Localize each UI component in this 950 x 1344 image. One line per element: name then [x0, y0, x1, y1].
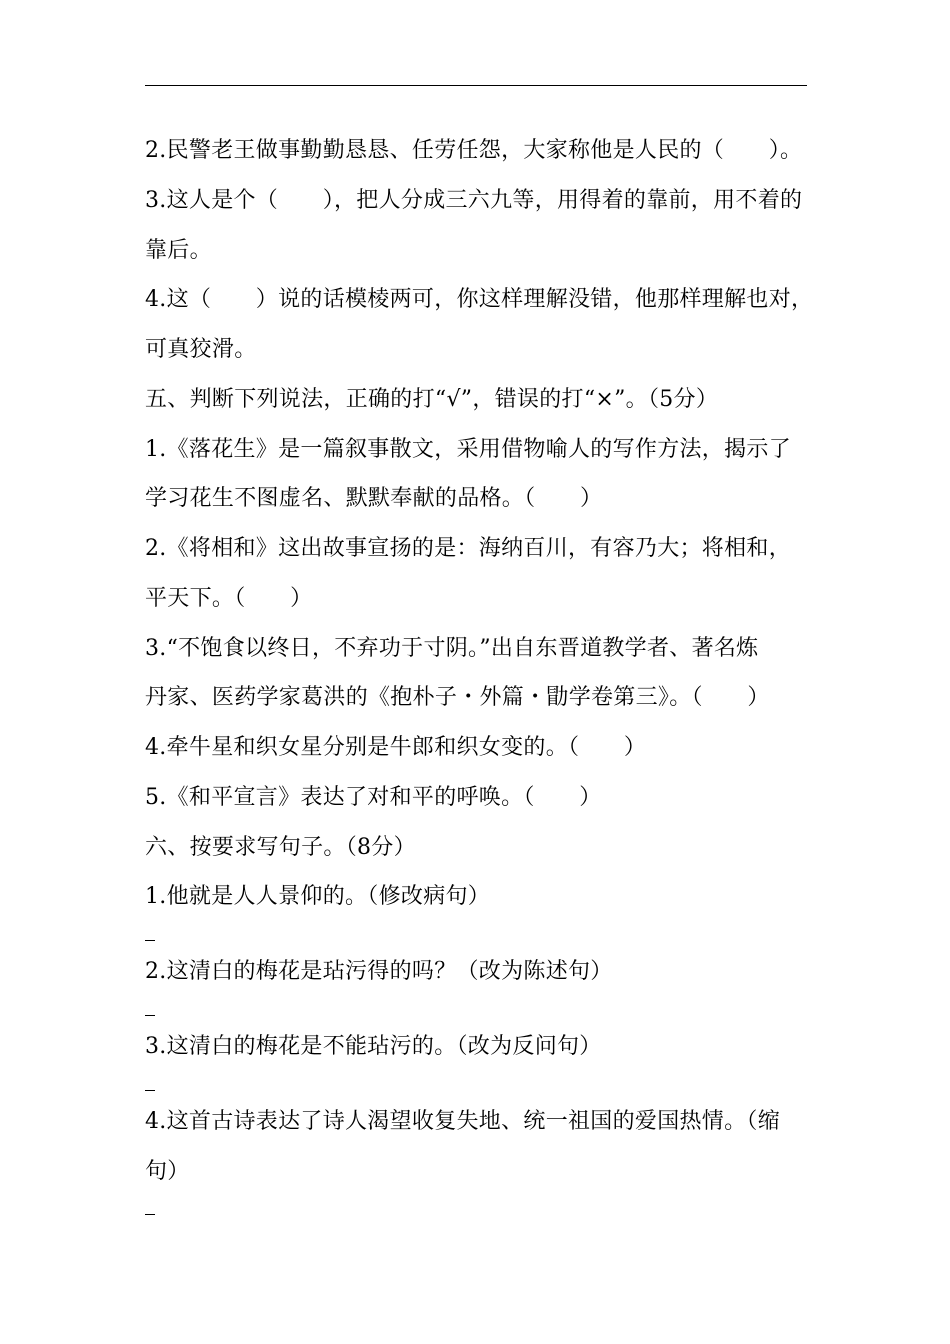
question-4-3-line2: 靠后。 [145, 238, 212, 263]
question-5-1-line2: 学习花生不图虚名、默默奉献的品格。（ ） [145, 486, 603, 511]
question-5-1-line1: 1.《落花生》是一篇叙事散文，采用借物喻人的写作方法，揭示了 [145, 437, 791, 462]
header-rule [145, 85, 807, 86]
question-6-4-line2: 句） [145, 1159, 190, 1184]
answer-line-6-1 [145, 940, 155, 941]
question-4-2: 2.民警老王做事勤勤恳恳、任劳任怨，大家称他是人民的（ ）。 [145, 138, 803, 163]
section-6-heading: 六、按要求写句子。（8分） [145, 835, 416, 860]
question-6-3: 3.这清白的梅花是不能玷污的。（改为反问句） [145, 1034, 602, 1059]
question-5-3-line2: 丹家、医药学家葛洪的《抱朴子・外篇・勖学卷第三》。（ ） [145, 685, 770, 710]
answer-line-6-4 [145, 1214, 155, 1215]
question-5-4: 4.牵牛星和织女星分别是牛郎和织女变的。（ ） [145, 735, 647, 760]
question-5-5: 5.《和平宣言》表达了对和平的呼唤。（ ） [145, 785, 602, 810]
question-6-1: 1.他就是人人景仰的。（修改病句） [145, 884, 491, 909]
question-4-4-line1: 4.这（ ）说的话模棱两可，你这样理解没错，他那样理解也对， [145, 287, 814, 312]
question-6-2: 2.这清白的梅花是玷污得的吗？（改为陈述句） [145, 959, 613, 984]
section-5-heading: 五、判断下列说法，正确的打“√”，错误的打“×”。（5分） [145, 387, 719, 412]
answer-line-6-2 [145, 1015, 155, 1016]
question-5-3-line1: 3.“不饱食以终日，不弃功于寸阴。”出自东晋道教学者、著名炼 [145, 636, 759, 661]
question-4-4-line2: 可真狡滑。 [145, 337, 257, 362]
question-4-3-line1: 3.这人是个（ ），把人分成三六九等，用得着的靠前，用不着的 [145, 188, 803, 213]
question-5-2-line2: 平天下。（ ） [145, 586, 313, 611]
question-5-2-line1: 2.《将相和》这出故事宣扬的是：海纳百川，有容乃大；将相和， [145, 536, 791, 561]
answer-line-6-3 [145, 1090, 155, 1091]
question-6-4-line1: 4.这首古诗表达了诗人渴望收复失地、统一祖国的爱国热情。（缩 [145, 1109, 780, 1134]
